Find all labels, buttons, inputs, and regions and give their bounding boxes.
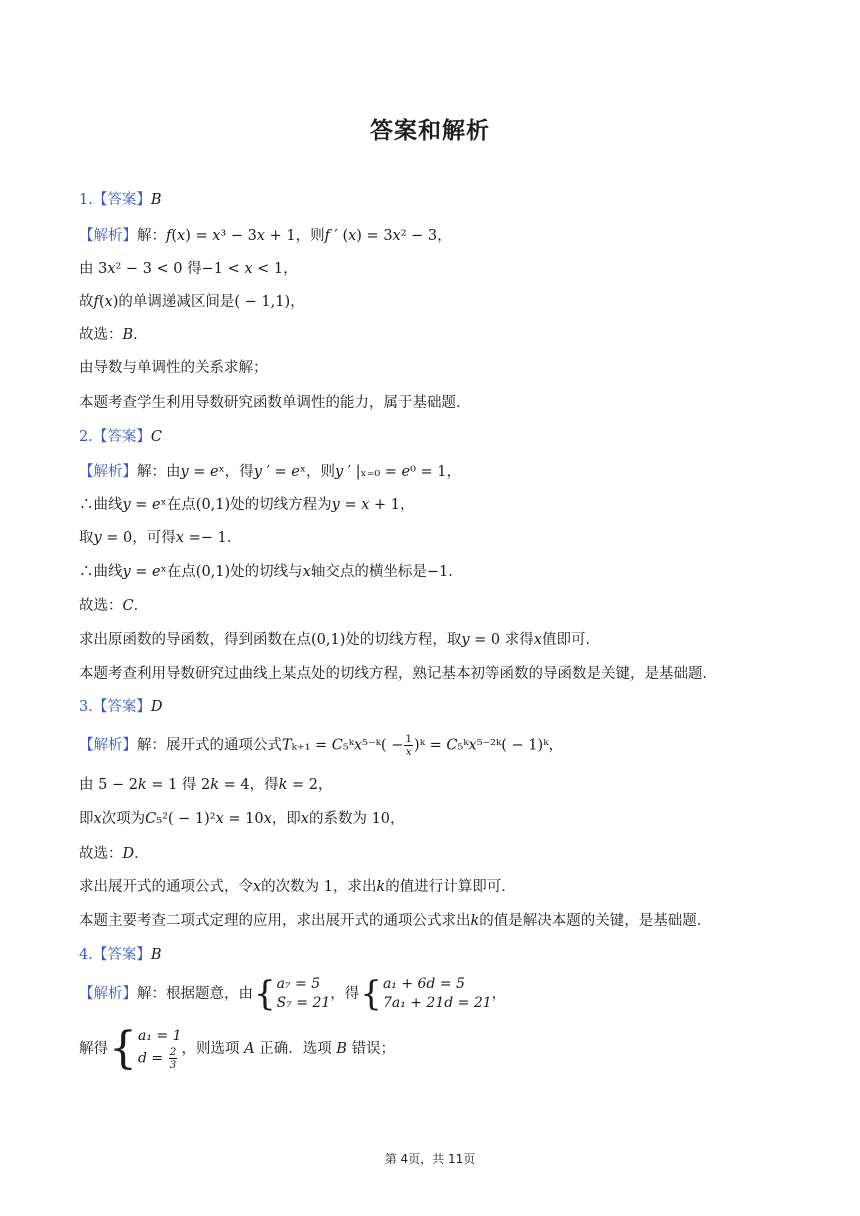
q4-line-2: 解得{𝑎₁ = 1 𝑑 = $\frac{2}{3}$ ，则选项 𝐴 正确．选项 𝐵 错误； bbox=[79, 1023, 396, 1074]
answer-value-2: C bbox=[150, 429, 162, 445]
q2-analysis-line-1: 【解析】解：由𝑦 = 𝑒ˣ，得𝑦 ′ = 𝑒ˣ，则𝑦 ′ |ₓ₌₀ = 𝑒⁰ = 1， bbox=[79, 464, 462, 480]
solution-system: 𝑎₁ = 1 𝑑 = $\frac{2}{3}$ bbox=[138, 1028, 182, 1071]
fraction-2-over-3: $\frac{2}{3}$ bbox=[169, 1046, 177, 1071]
brace-left: { bbox=[109, 1023, 137, 1074]
brace-left: { bbox=[254, 974, 276, 1014]
q3-line-2: 由 5 − 2𝑘 = 1 得 2𝑘 = 4，得𝑘 = 2， bbox=[79, 777, 333, 793]
page-footer: 第 4页，共 11页 bbox=[384, 1152, 476, 1166]
q3-line-3: 即𝑥次项为𝐶₅²( − 1)²𝑥 = 10𝑥，即𝑥的系数为 10， bbox=[79, 811, 405, 827]
q3-line-5: 求出展开式的通项公式，令𝑥的次数为 1，求出𝑘的值进行计算即可． bbox=[79, 879, 516, 895]
answer-value-4: B bbox=[150, 947, 162, 963]
q4-analysis-line-1: 【解析】解：根据题意，由{𝑎₇ = 5 𝑆₇ = 21，得{𝑎₁ + 6𝑑 = 5 7𝑎₁ + 21𝑑 = 21， bbox=[79, 974, 507, 1014]
q1-line-5: 由导数与单调性的关系求解； bbox=[79, 360, 268, 376]
answer-line-2 bbox=[79, 427, 162, 447]
q1-line-2: 由 3𝑥² − 3 < 0 得−1 < 𝑥 < 1， bbox=[79, 261, 298, 277]
analysis-tag: 【解析】 bbox=[79, 737, 137, 754]
q2-line-6: 求出原函数的导函数，得到函数在点(0,1)处的切线方程，取𝑦 = 0 求得𝑥值即可． bbox=[79, 632, 600, 648]
q1-line-3: 故𝑓(𝑥)的单调递减区间是( − 1,1)， bbox=[79, 294, 305, 310]
fraction-1-over-x: $\frac{1}{\text{𝑥}}$ bbox=[405, 733, 413, 758]
q2-line-3: 取𝑦 = 0，可得𝑥 =− 1． bbox=[79, 530, 242, 546]
answer-label-1: 1.【答案】 bbox=[79, 192, 151, 208]
analysis-tag: 【解析】 bbox=[79, 986, 137, 1002]
page-title: 答案和解析 bbox=[370, 118, 490, 144]
answer-line-1 bbox=[79, 190, 162, 210]
q1-analysis-line-1: 【解析】解：𝑓(𝑥) = 𝑥³ − 3𝑥 + 1，则𝑓 ′ (𝑥) = 3𝑥² − 3， bbox=[79, 228, 452, 244]
answer-value-1: B bbox=[150, 192, 162, 208]
q1-line-6: 本题考查学生利用导数研究函数单调性的能力，属于基础题． bbox=[79, 395, 471, 411]
answer-line-4 bbox=[79, 945, 162, 965]
q2-line-5: 故选：𝐶． bbox=[79, 598, 149, 614]
q2-line-7: 本题考查利用导数研究过曲线上某点处的切线方程，熟记基本初等函数的导函数是关键，是基础题． bbox=[79, 666, 717, 682]
analysis-tag: 【解析】 bbox=[79, 464, 137, 480]
q3-line-4: 故选：𝐷． bbox=[79, 846, 149, 862]
equation-system-1: 𝑎₇ = 5 𝑆₇ = 21 bbox=[276, 976, 331, 1011]
answer-label-3: 3.【答案】 bbox=[79, 699, 151, 715]
brace-left: { bbox=[360, 974, 382, 1014]
q2-line-2: ∴曲线𝑦 = 𝑒ˣ在点(0,1)处的切线方程为𝑦 = 𝑥 + 1， bbox=[79, 497, 415, 513]
answer-value-3: D bbox=[150, 699, 163, 715]
q2-line-4: ∴曲线𝑦 = 𝑒ˣ在点(0,1)处的切线与𝑥轴交点的横坐标是−1． bbox=[79, 564, 463, 580]
q1-line-4: 故选：𝐵． bbox=[79, 327, 148, 343]
q3-analysis-line-1: 【解析】解：展开式的通项公式𝑇ₖ₊₁ = 𝐶₅ᵏ𝑥⁵⁻ᵏ( − $\frac{1}{\text{𝑥}}$ )ᵏ = 𝐶₅ᵏ𝑥⁵⁻²ᵏ( − 1)ᵏ， bbox=[79, 733, 563, 758]
q3-line-6: 本题主要考查二项式定理的应用，求出展开式的通项公式求出𝑘的值是解决本题的关键，是基础题． bbox=[79, 913, 712, 929]
answer-label-4: 4.【答案】 bbox=[79, 947, 151, 963]
answer-line-3 bbox=[79, 697, 162, 717]
analysis-tag: 【解析】 bbox=[79, 228, 137, 244]
answer-label-2: 2.【答案】 bbox=[79, 429, 151, 445]
equation-system-2: 𝑎₁ + 6𝑑 = 5 7𝑎₁ + 21𝑑 = 21 bbox=[382, 976, 492, 1011]
